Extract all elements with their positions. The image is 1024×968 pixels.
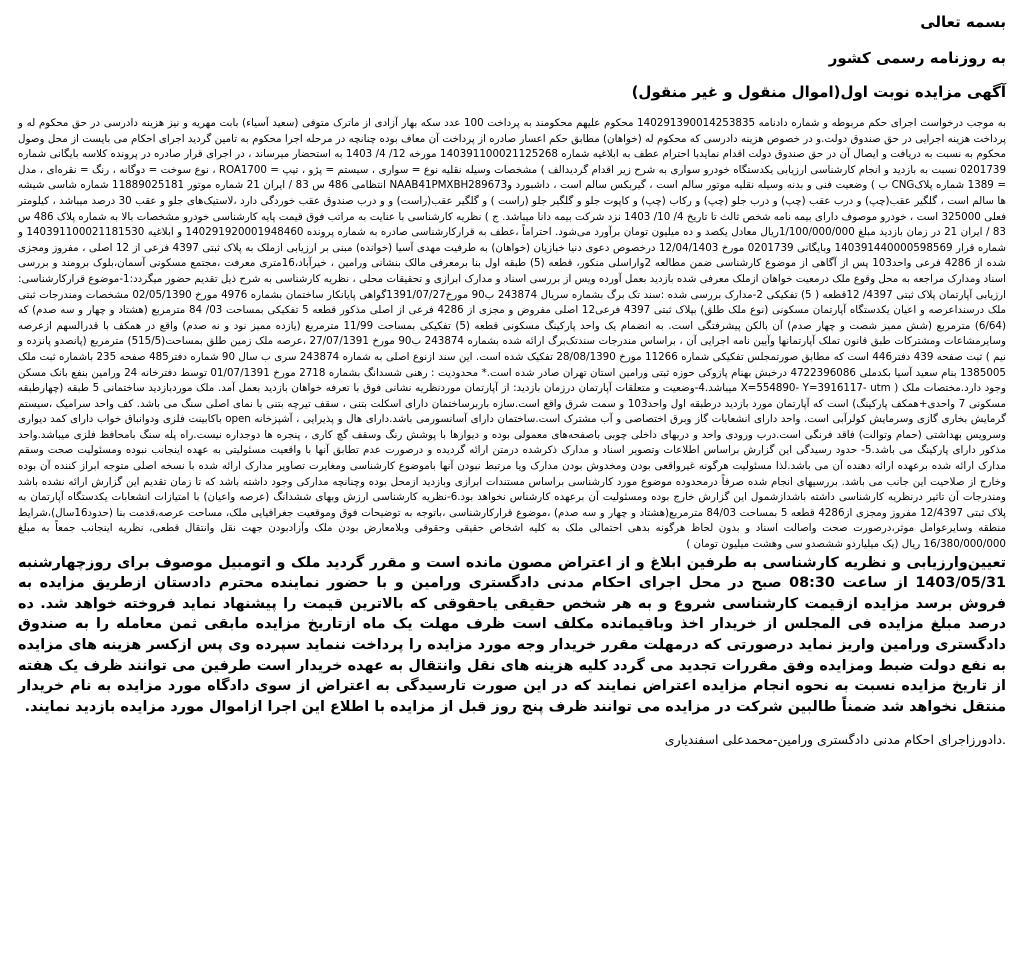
newspaper-heading: به روزنامه رسمی کشور — [828, 49, 1006, 67]
notice-details-paragraph: به موجب درخواست اجرای حکم مربوطه و شماره دادنامه 140291390014253835 محکوم علیهم محکومند به پرداخت 100 عدد سکه بهار آزادی از ماترک متوفی (سعید آسیاء) بابت مهریه و نیز هزینه دادرسی در حق محکوم له و پرداخت هزینه اجرایی در حق صندوق دولت.و در خصوص هزینه دادرسی که محکوم له (خواهان) مطابق حکم اعسار صادره از پرداخت آن معاف بوده چنانچه در مرحله اجرا محکوم به تامین گردید اجرای احکام می بایست از محل وصول محکوم به نسبت به دریافت و ایصال آن در حق صندوق دولت اقدام نمایدبا احترام عطف به ابلاغیه شماره 140391100021125268 مورخه 12/ 4/ 1403 به استحضار میرساند ، در اجرای قرار صادره در پرونده کلاسه بایگانی شماره 0201739 نسبت به بازدید و انجام کارشناسی ارزیابی یکدستگاه خودرو سواری به شرح زیر اقدام گردیدالف ) مشخصات وسیله نقلیه نوع = سواری ، سیستم = پژو ، تیپ = ROA1700 ، نوع سوخت = دوگانه ، رنگ = نقره‌ای ، مدل = 1389 شماره پلاکCNG ب ) وضعیت فنی و بدنه وسیله نقلیه موتور سالم است ، گیربکس سالم است ، داشبورد وNAAB41PMXBH289673 انتظامی 486 س 83 / ایران 21 شماره موتور 11889025181 شماره شاسی شیشه ها سالم است ، گلگیر عقب(چپ) و درب عقب (چپ) و درب جلو (چپ) و رکاب (چپ) و کاپوت جلو و گلگیر جلو (راست ) و گلگیر عقب(راست) و و درب صندوق عقب خوردگی دارد ،لاستیک‌های جلو و عقب 30 درصد میباشد ، کیلومتر فعلی 325000 است ، خودرو موصوف دارای بیمه نامه شخص ثالث تا تاریخ 4/ 10/ 1403 نزد شرکت بیمه دانا میباشد. ج ) نظریه کارشناسی با عنایت به مراتب فوق قیمت پایه کارشناسی خودرو مشخصات بالا به شماره پلاک 486 س 83 / ایران 21 در زمان بازدید مبلغ 1/100/000/000ریال معادل یکصد و ده میلیون تومان برآورد می‌شود. احتراماً ،عطف به قرارکارشناسی صادره به شماره پرونده 140291920001948460 و ابلاغیه 140391100021181530 و شماره قرار 140391440000598569 وبایگانی 0201739 مورخ 12/04/1403 درخصوص دعوی دنیا خبازیان (خواهان) به طرفیت مهدی آسیا (خوانده) مبنی بر ارزیابی ازملک به پلاک ثبتی 4397 فرعی از 12 اصلی ، مفروز ومجزی شده از 4286 فرعی واحد103 پس از آگاهی از موضوع کارشناسی ضمن مطالعه 2واراسلی منکور، قطعه (5) طبقه اول بنا برمعرفی مالک بنشانی ورامین ، خیرآباد،16متری معرفت ،مجتمع مسکونی آسمان،بلوک برومند و بررسی اسناد ومدارک مراجعه به محل وقوع ملک درمعیت خواهان ازملک معرفی شده بازدید بعمل آورده ویس از بررسی اسناد و مدارک ابرازی و تحقیقات محلی ، نظریه کارشناسی به شرح ذیل تقدیم حضور میگردد:1-موضوع قرارکارشناسی: ارزیابی آپارتمان پلاک ثبتی 4397/ 12قطعه ( 5) تفکیکی 2-مدارک بررسی شده :سند تک برگ بشماره سریال 243874 ب90 مورخ1391/07/27گواهی پایانکار ساختمان بشماره 4976 مورخ 02/05/1390 مشخصات ومندرجات ثبتی ملک درسنداعرصه و اعیان یکدستگاه آپارتمان مسکونی (نوع ملک طلق) بپلاک ثبتی 4397 فرعی12 اصلی مفروض و مجزی از 4286 فرعی از اصلی مذکور قطعه 5 تفکیکی بمساحت 03/ 84 مترمربع (هشتاد و چهار و سه صدم) که (6/64) مترمربع (شش ممیز شصت و چهار صدم) آن بالکن پیشرفتگی است. به انضمام یک واحد پارکینگ مسکونی قطعه (5) تفکیکی بمساحت 11/99 مترمربع (یازده ممیز نود و نه صدم) واقع در همکف با قدرالسهم ازعرصه وسایرمشاعات ومشترکات طبق قانون تملک آپارتمانها وآیین نامه اجرایی آن ، براساس مندرجات سندتک‌برگ ارائه شده بشماره 243874 ب90 مورخ 27/07/1391 ،عرصه ملک زمین طلق بمساحت(515/5) مترمربع (پانصدو پانزده و نیم ) ثبت صفحه 439 دفتر446 است که مطابق صورتمجلس تفکیکی شماره 11266 مورخ 28/08/1390 تفکیک شده است. این سند ازنوع اصلی به شماره 243874 سری ب سال 90 شماره دفتر485 صفحه 235 باشماره ثبت ملک 1385005 بنام سعید آسیا بکدملی 4722396086 درخبش بهنام پازوکی حوزه ثبتی ورامین استان تهران صادر شده است.* محدودیت : رهنی شسدانگ بشماره 2718 مورخ 01/07/1391 توسط دفترخانه 24 ورامین بنفع بانک مسکن وجود دارد.مختصات ملک ( X=554890- Y=3916117- utm میباشد.4-وضعیت و متعلقات آپارتمان درزمان بازدید: از آپارتمان موردنظریه نشانی فوق با تعرفه خواهان بازدید بعمل آمد. ملک موردبازدید ساختمانی 5 طبقه (چهارطبقه مسکونی 7 واحدی+همکف پارکینگ) است که آپارتمان مورد بازدید درطبقه اول واحد103 و سمت شرق واقع است.سازه باربرساختمان دارای اسکلت بتنی ، سقف تیرچه بتنی با نمای اصلی سنگ می باشد. کف واحد سرامیک ،سیستم گرمایش بخاری گازی وسرمایش کولرآبی است. واحد دارای انشعابات گاز وبرق اختصاصی و آب مشترک است.ساختمان دارای آسانسورمی باشد.دارای هال و پذیرایی ، آشپزخانه open باکابینت فلزی ودوانباق خواب دارای کمد دیواری وسرویس بهداشتی (حمام وتوالت) فاقد فرنگی است.درب ورودی واحد و دربهای داخلی چوبی باصفحه‌های معمولی بوده و دیوارها با پوشش رنگ وسقف گچ کاری ، پنجره ها دوجداره نیست.راه پله سنگ بامحافظ فلزی میباشد.واحد مذکور دارای پارکینگ می باشد.5- حدود رسیدگی این گزارش براساس اطلاعات وتصویر اسناد و مدارک ذکرشده درمتن ارائه گردیده و درصورت عدم تطابق آنها با واقعیت مسئولیتی به عهده اینجانب نبوده ومسئولیت صحت وسقم مدارک ارائه شده برعهده ارائه دهنده آن می باشد.لذا مسئولیت هرگونه غیرواقعی بودن ومخدوش بودن مدارک ویا مرتبط نبودن آنها باموضوع کارشناسی ومغایرت تصاویر مدارک ارائه شده با نسخه اصلی متوجه ابراز کننده آن بوده وخارج از صلاحیت این جانب می باشد. بررسیهای انجام شده صرفاً درمحدوده موضوع مورد کارشناسی براساس مستندات ابرازی وبازدید ازمحل بوده وچنانچه مدارکی وجود داشته باشد که تا زمان تقدیم این گزارش ارائه نشده باشد ومندرجات آن تاثیر درنظریه کارشناسی داشته باشدازشمول این گزارش خارج بوده ومسئولیت آن برعهده کارشناس نخواهد بود.6-نظریه کارشناسی ارزش وبهای ششدانگ (عرصه واعیان) با امتیازات انشعابات یکدستگاه آپارتمان به پلاک ثبتی 12/4397 مفروز ومجزی از4286 قطعه 5 بمساحت 84/03 مترمربع(هشتاد و چهار و سه صدم) ،موضوع قرارکارشناسی ،باتوجه به توضیحات فوق وموقعیت جغرافیایی ملک، مساحت عرصه،قدمت بنا (حدود16سال)،شرایط منطقه وسایرعوامل موثر،درصورت صحت واصالت اسناد و بدون لحاظ هرگونه بدهی احتمالی ملک به کلیه اشخاص حقیقی وحقوقی وبلامعارض بودن ملک وآزادبودن جهت نقل وانتقال قطعی، نظریه اینجانب جمعاً به مبلغ 16/380/000/000 ریال (یک میلیاردو ششصدو سی وهشت میلیون تومان ) — [18, 117, 1007, 551]
auction-terms-paragraph: تعیین‌وارزیابی و نظریه کارشناسی به طرفین ابلاغ و از اعتراض مصون مانده است و مقرر گردید ملک و اتومبیل موصوف برای روزچهارشنبه 1403/05/31 از ساعت 08:30 صبح در محل اجرای احکام مدنی دادگستری ورامین و با حضور نماینده محترم دادستان ازطریق مزایده به فروش برسد مزایده ازقیمت کارشناسی شروع و به هر شخص حقیقی یاحقوقی که بالاترین قیمت را پیشنهاد نماید فروخته خواهد شد. ده درصد مبلغ مزایده فی المجلس از خریدار اخذ وباقیمانده مکلف است ظرف مهلت یک ماه ازتاریخ مزایده مابقی ثمن معامله را به صندوق دادگستری ورامین واریز نماید درصورتی که درمهلت مقرر خریدار وجه مورد مزایده را پرداخت ننماید سپرده وی پس ازکسر هزینه های مزایده به نفع دولت ضبط ومزایده وفق مقررات تجدید می گردد کلیه هزینه های نقل وانتقال به عهده خریدار است طرفین می توانند ظرف یک هفته از تاریخ مزایده نسبت به نحوه انجام مزایده اعتراض نمایند که در این صورت تارسیدگی به اعتراض از سوی دادگاه مورد مزایده به نام خریدار منتقل نخواهد شد ضمناً طالبین شرکت در مزایده می توانند ظرف پنج روز قبل از مزایده با اطلاع این اجرا ازاموال مورد مزایده بازدید نمایند. — [18, 554, 1006, 715]
bismillah-heading: بسمه تعالی — [920, 13, 1006, 31]
notice-title: آگهی مزایده نوبت اول(اموال منقول و غیر منقول) — [631, 83, 1006, 101]
signature-line: .دادورزاجرای احکام مدنی دادگستری ورامین-محمدعلی اسفندیاری — [664, 732, 1006, 748]
